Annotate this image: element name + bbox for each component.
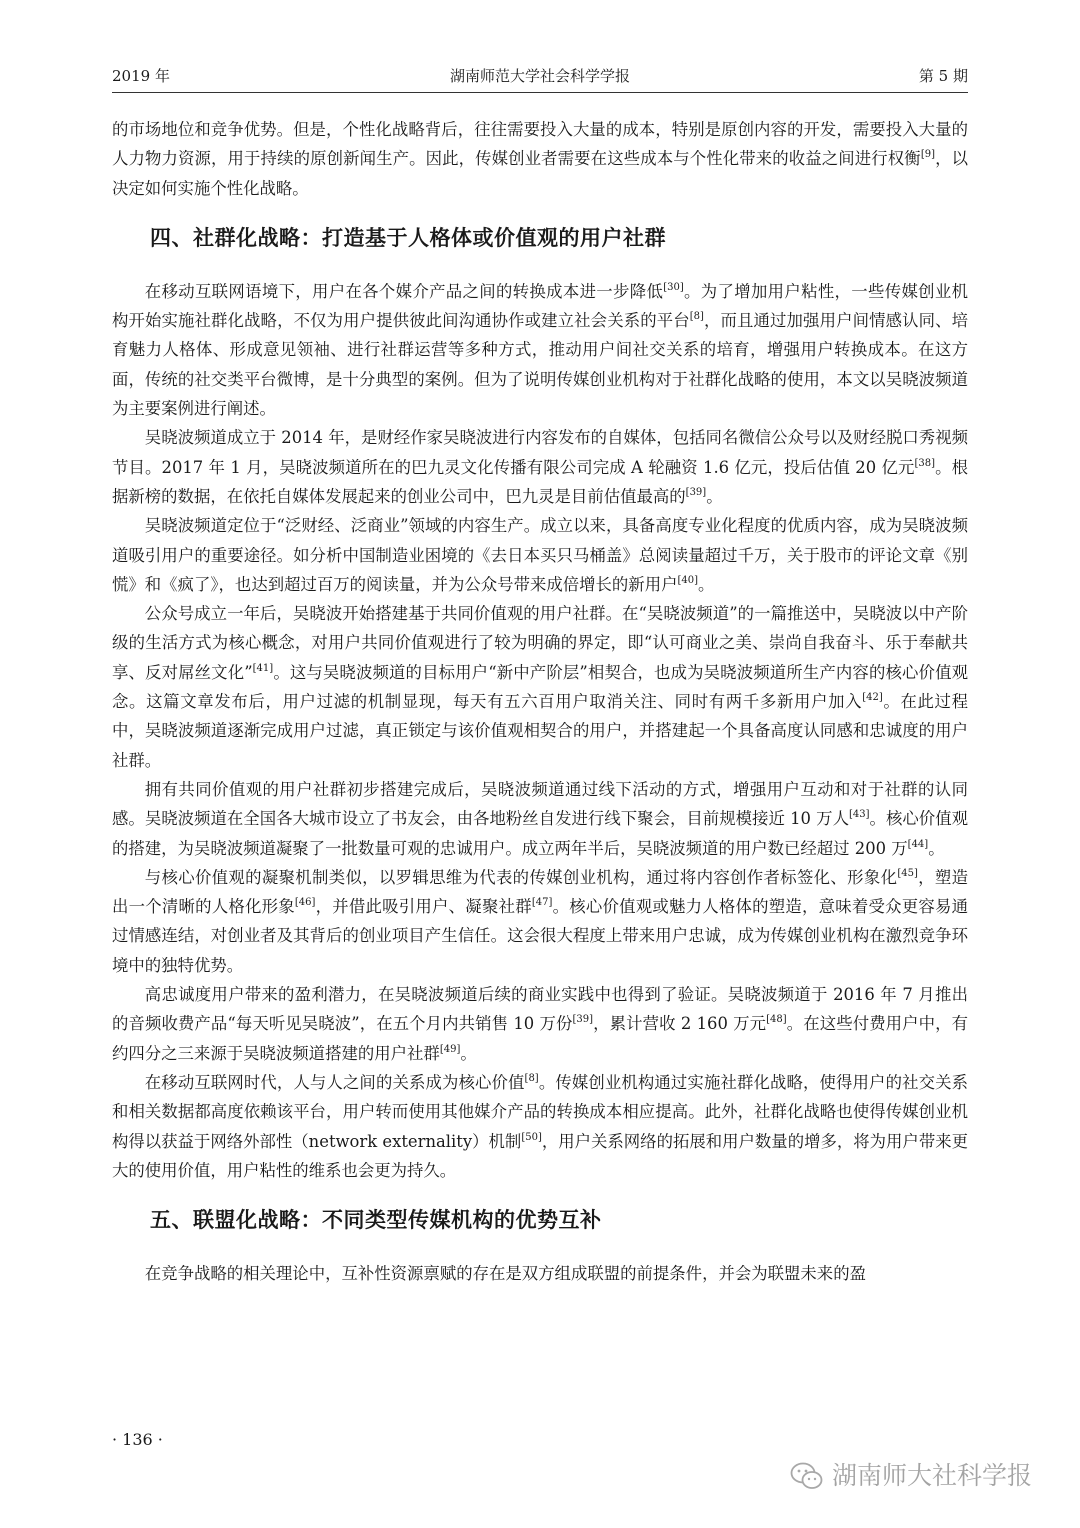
header-rule bbox=[112, 92, 968, 93]
citation[interactable]: [40] bbox=[677, 574, 699, 586]
paragraph: 公众号成立一年后，吴晓波开始搭建基于共同价值观的用户社群。在“吴晓波频道”的一篇推送中，吴晓波以中产阶级的生活方式为核心概念，对用户共同价值观进行了较为明确的界定，即“认可商业之美、崇尚自我奋斗、乐于奉献共享、反对屌丝文化”[41]。这与吴晓波频道的目标用户“新中产阶层”相契合，也成为吴晓波频道所生产内容的核心价值观念。这篇文章发布后，用户过滤的机制显现，每天有五六百用户取消关注、同时有两千多新用户加入[42]。在此过程中，吴晓波频道逐渐完成用户过滤，真正锁定与该价值观相契合的用户，并搭建起一个具备高度认同感和忠诚度的用户社群。 bbox=[112, 604, 969, 770]
page-number: · 136 · bbox=[112, 1430, 163, 1449]
citation[interactable]: [43] bbox=[849, 809, 870, 821]
paragraph: 拥有共同价值观的用户社群初步搭建完成后，吴晓波频道通过线下活动的方式，增强用户互动和对于社群的认同感。吴晓波频道在全国各大城市设立了书友会，由各地粉丝自发进行线下聚会，目前规模接近 10 万人[43]。核心价值观的搭建，为吴晓波频道凝聚了一批数量可观的忠诚用户。成立两年半后，吴晓波频道的用户数已经超过 200 万[44]。 bbox=[112, 779, 968, 858]
watermark-text: 湖南师大社科学报 bbox=[832, 1461, 1033, 1490]
citation[interactable]: [42] bbox=[862, 692, 883, 704]
intro-paragraph: 的市场地位和竞争优势。但是，个性化战略背后，往往需要投入大量的成本，特别是原创内容的开发，需要投入大量的人力物力资源，用于持续的原创新闻生产。因此，传媒创业者需要在这些成本与个性化带来的收益之间进行权衡[9]，以决定如何实施个性化战略。 bbox=[112, 120, 968, 198]
paragraph: 高忠诚度用户带来的盈利潜力，在吴晓波频道后续的商业实践中也得到了验证。吴晓波频道于 2016 年 7 月推出的音频收费产品“每天听见吴晓波”，在五个月内共销售 10 万份[39]，累计营收 2 160 万元[48]。在这些付费用户中，有约四分之三来源于吴晓波频道搭建的用户社群[49]。 bbox=[112, 985, 969, 1063]
citation[interactable]: [49] bbox=[439, 1043, 461, 1055]
citation[interactable]: [38] bbox=[914, 457, 935, 469]
header-year: 2019 年 bbox=[112, 67, 170, 85]
paragraph: 在移动互联网语境下，用户在各个媒介产品之间的转换成本进一步降低[30]。为了增加用户粘性，一些传媒创业机构开始实施社群化战略，不仅为用户提供彼此间沟通协作或建立社会关系的平台[8]，而且通过加强用户间情感认同、培育魅力人格体、形成意见领袖、进行社群运营等多种方式，推动用户间社交关系的培育，增强用户转换成本。在这方面，传统的社交类平台微博，是十分典型的案例。但为了说明传媒创业机构对于社群化战略的使用，本文以吴晓波频道为主要案例进行阐述。 bbox=[112, 281, 969, 419]
citation[interactable]: [41] bbox=[252, 662, 274, 674]
citation[interactable]: [30] bbox=[663, 281, 684, 293]
citation[interactable]: [8] bbox=[689, 311, 704, 323]
citation[interactable]: [48] bbox=[766, 1014, 787, 1026]
paragraph: 与核心价值观的凝聚机制类似，以罗辑思维为代表的传媒创业机构，通过将内容创作者标签化、形象化[45]，塑造出一个清晰的人格化形象[46]，并借此吸引用户、凝聚社群[47]。核心价值观或魅力人格体的塑造，意味着受众更容易通过情感连结，对创业者及其背后的创业项目产生信任。这会很大程度上带来用户忠诚，成为传媒创业机构在激烈竞争环境中的独特优势。 bbox=[112, 867, 969, 975]
citation[interactable]: [8] bbox=[524, 1072, 539, 1084]
paragraph: 吴晓波频道定位于“泛财经、泛商业”领域的内容生产。成立以来，具备高度专业化程度的优质内容，成为吴晓波频道吸引用户的重要途径。如分析中国制造业困境的《去日本买只马桶盖》总阅读量超过千万，关于股市的评论文章《别慌》和《疯了》，也达到超过百万的阅读量，并为公众号带来成倍增长的新用户[40]。 bbox=[112, 516, 968, 594]
citation[interactable]: [9] bbox=[920, 149, 935, 161]
header-journal-title: 湖南师范大学社会科学学报 bbox=[449, 67, 630, 85]
citation[interactable]: [46] bbox=[294, 897, 316, 909]
wechat-icon bbox=[790, 1461, 824, 1491]
section-heading-4: 四、社群化战略：打造基于人格体或价值观的用户社群 bbox=[150, 225, 666, 250]
running-header bbox=[112, 62, 968, 90]
watermark bbox=[790, 1458, 1032, 1494]
section-heading-5: 五、联盟化战略：不同类型传媒机构的优势互补 bbox=[150, 1208, 602, 1233]
citation[interactable]: [45] bbox=[897, 867, 918, 879]
citation[interactable]: [44] bbox=[907, 838, 929, 850]
citation[interactable]: [39] bbox=[685, 486, 707, 498]
citation[interactable]: [50] bbox=[521, 1131, 542, 1143]
citation[interactable]: [39] bbox=[572, 1014, 594, 1026]
paragraph: 在竞争战略的相关理论中，互补性资源禀赋的存在是双方组成联盟的前提条件，并会为联盟未来的盈 bbox=[144, 1264, 866, 1284]
paragraph: 在移动互联网时代，人与人之间的关系成为核心价值[8]。传媒创业机构通过实施社群化战略，使得用户的社交关系和相关数据都高度依赖该平台，用户转而使用其他媒介产品的转换成本相应提高。此外，社群化战略也使得传媒创业机构得以获益于网络外部性（network externality）机制[50]，用户关系网络的拓展和用户数量的增多，将为用户带来更大的使用价值，用户粘性的维系也会更为持久。 bbox=[112, 1072, 968, 1180]
header-issue: 第 5 期 bbox=[918, 67, 968, 85]
paragraph: 吴晓波频道成立于 2014 年，是财经作家吴晓波进行内容发布的自媒体，包括同名微信公众号以及财经脱口秀视频节目。2017 年 1 月，吴晓波频道所在的巴九灵文化传播有限公司完成 A 轮融资 1.6 亿元，投后估值 20 亿元[38]。根据新榜的数据，在依托自媒体发展起来的创业公司中，巴九灵是目前估值最高的[39]。 bbox=[112, 428, 969, 506]
article-body bbox=[112, 115, 968, 1288]
citation[interactable]: [47] bbox=[531, 897, 553, 909]
